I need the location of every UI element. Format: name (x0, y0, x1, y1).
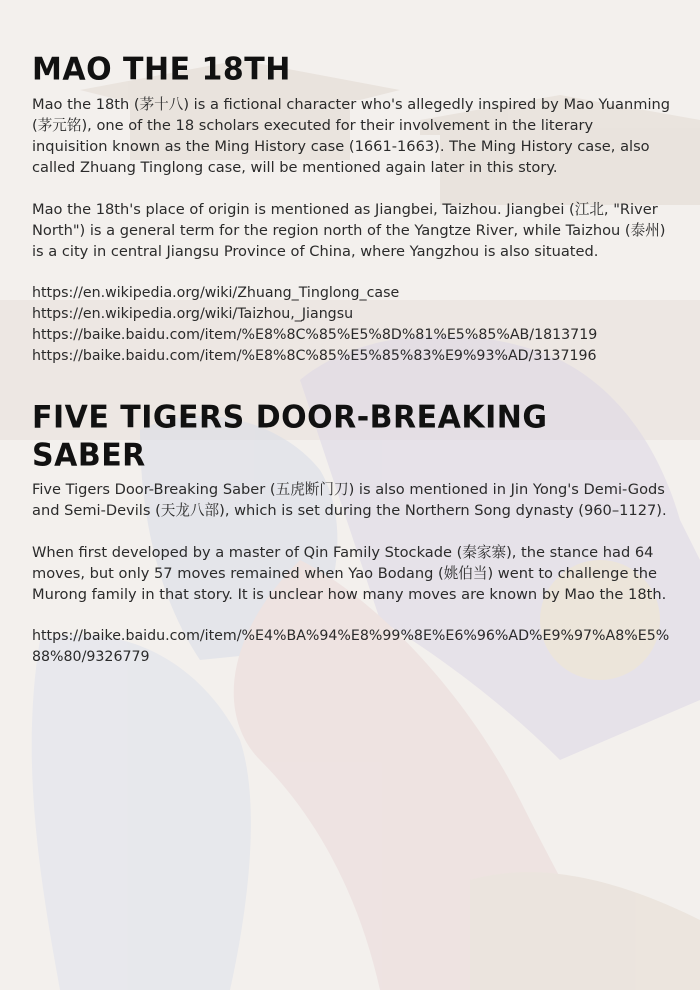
paragraph: When first developed by a master of Qin Family Stockade (秦家寨), the stance had 64 moves, but only 57 moves remained when Yao Bodang (姚伯当) went to challenge the Murong family in that story. It is unclear how many moves are known by Mao the 18th. (32, 544, 667, 603)
section-five-tigers-saber (32, 401, 672, 668)
reference-link: https://baike.baidu.com/item/%E8%8C%85%E5%85%83%E9%93%AD/3137196 (32, 348, 597, 364)
reference-links (32, 626, 672, 668)
paragraph: Mao the 18th's place of origin is mentioned as Jiangbei, Taizhou. Jiangbei (江北, "River North") is a general term for the region north of the Yangtze River, while Taizhou (泰州) is a city in central Jiangsu Province of China, where Yangzhou is also situated. (32, 201, 666, 260)
section-heading: FIVE TIGERS DOOR-BREAKING SABER (32, 399, 548, 474)
document-body (32, 52, 672, 668)
reference-link: https://baike.baidu.com/item/%E4%BA%94%E8%99%8E%E6%96%AD%E9%97%A8%E5%88%80/9326779 (32, 628, 670, 665)
section-heading: MAO THE 18TH (32, 51, 291, 88)
reference-link: https://en.wikipedia.org/wiki/Taizhou,_Jiangsu (32, 306, 354, 322)
paragraph: Five Tigers Door-Breaking Saber (五虎断门刀) is also mentioned in Jin Yong's Demi-Gods and Semi-Devils (天龙八部), which is set during the Northern Song dynasty (960–1127). (32, 481, 667, 519)
section-mao-the-18th (32, 52, 672, 367)
paragraph: Mao the 18th (茅十八) is a fictional character who's allegedly inspired by Mao Yuanming (茅元铭), one of the 18 scholars executed for their involvement in the literary inquisition known as the Ming History case (1661-1663). The Ming History case, also called Zhuang Tinglong case, will be mentioned again later in this story. (32, 96, 671, 176)
reference-link: https://baike.baidu.com/item/%E8%8C%85%E5%8D%81%E5%85%AB/1813719 (32, 327, 598, 343)
reference-link: https://en.wikipedia.org/wiki/Zhuang_Tinglong_case (32, 285, 400, 301)
reference-links (32, 283, 672, 367)
